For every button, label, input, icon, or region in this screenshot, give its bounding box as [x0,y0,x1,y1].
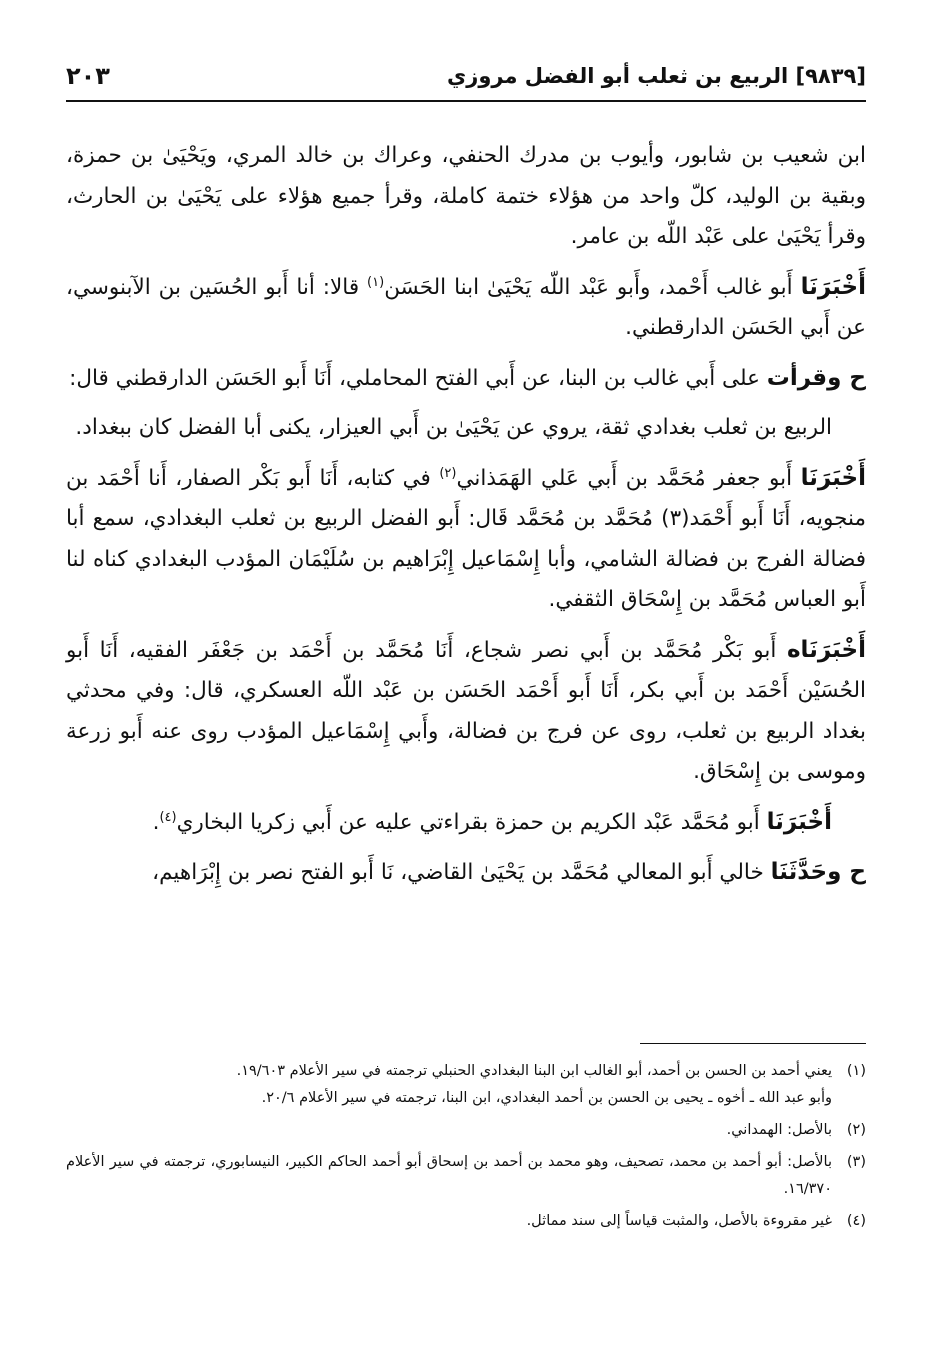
isnad-keyword: أَخْبَرَنَا [800,273,866,300]
paragraph-text: أَبو جعفر مُحَمَّد بن أَبي عَلي الهَمَذاني [456,465,793,491]
paragraph-3 [66,358,866,400]
isnad-keyword: أَخْبَرَنَا [766,808,832,835]
footnote-number: (١) [846,1063,866,1079]
footnote-number: (٤) [846,1213,866,1229]
footnote-4 [66,1208,866,1235]
paragraph-1 [66,136,866,258]
running-header [66,58,866,102]
isnad-keyword: ح وحَدَّثَنَا [770,859,866,885]
header-title: [٩٨٣٩] الربيع بن ثعلب أبو الفضل مروزي [447,64,866,88]
paragraph-text: أَبو غالب أَحْمد، وأَبو عَبْد اللّه يَحْيَىٰ ابنا الحَسَن [384,274,793,300]
paragraph-8 [66,852,866,894]
paragraph-text-cont: في كتابه، أَنَا أَبو بَكْر الصفار، أَنا أَحْمَد بن منجويه، أَنَا أَبو أَحْمَد(٣) مُحَمَّد بن مُحَمَّد قَال: أَبو الفضل الربيع بن ثعلب البغدادي، سمع أبا فضالة الفرج بن فضالة الشامي، وأبا إِسْمَاعيل إِبْرَاهيم بن سُلَيْمَان المؤدب البغدادي كناه لنا أَبو العباس مُحَمَّد بن إِسْحَاق الثقفي. [66,465,866,612]
paragraph-text: ابن شعيب بن شابور، وأيوب بن مدرك الحنفي، وعراك بن خالد المري، ويَحْيَىٰ بن حمزة، وبقية بن الوليد، كلّ واحد من هؤلاء ختمة كاملة، وقرأ جميع هؤلاء على يَحْيَىٰ بن الحارث، وقرأ يَحْيَىٰ على عَبْد اللّه بن عامر. [66,143,866,249]
paragraph-6 [66,630,866,793]
paragraph-text: الربيع بن ثعلب بغدادي ثقة، يروي عن يَحْيَىٰ بن أَبي العيزار، يكنى أبا الفضل كان ببغداد. [75,415,832,440]
footnote-line: غير مقروءة بالأصل، والمثبت قياساً إلى سند مماثل. [526,1213,832,1229]
paragraph-text-cont: . [152,809,160,835]
paragraph-7 [66,802,866,844]
paragraph-text: أَبو بَكْر مُحَمَّد بن أَبي نصر شجاع، أَنَا مُحَمَّد بن أَحْمَد بن جَعْفَر الفقيه، أَنَا أَبو الحُسَيْن أَحْمَد بن أَبي بكر، أَنَا أَبو أَحْمَد الحَسَن بن عَبْد اللّه العسكري، قال: وفي محدثي بغداد الربيع بن ثعلب، روى عن فرج بن فضالة، وأَبي إِسْمَاعيل المؤدب روى عنه أَبو زرعة وموسى بن إِسْحَاق. [66,637,866,784]
footnote-line: وأبو عبد الله ـ أخوه ـ يحيى بن الحسن بن أحمد البغدادي، ابن البنا، ترجمته في سير الأعلام ٢٠/٦. [261,1090,832,1106]
footnotes [66,1058,866,1240]
footnote-line: بالأصل: أبو أحمد بن محمد، تصحيف، وهو محمد بن أحمد بن إسحاق أبو أحمد الحاكم الكبير، النيسابوري، ترجمته في سير الأعلام ١٦/٣٧٠. [66,1154,832,1197]
paragraph-2 [66,267,866,349]
paragraph-text: خالي أَبو المعالي مُحَمَّد بن يَحْيَىٰ القاضي، نَا أَبو الفتح نصر بن إِبْرَاهيم، [152,860,764,885]
paragraph-5 [66,458,866,621]
footnote-number: (٢) [846,1122,866,1138]
isnad-keyword: أَخْبَرَنَا [800,464,866,491]
footnote-ref-1[interactable]: (١) [367,274,385,290]
footnote-3 [66,1149,866,1203]
footnote-2 [66,1117,866,1144]
paragraph-text: على أَبي غالب بن البنا، عن أَبي الفتح المحاملي، أَنَا أَبو الحَسَن الدارقطني قال: [69,365,760,391]
isnad-keyword: أَخْبَرَنَاه [786,636,866,663]
main-text [66,136,866,903]
footnote-1 [66,1058,866,1112]
paragraph-text-cont: قالا: أنا أَبو الحُسَين بن الآبنوسي، عن أَبي الحَسَن الدارقطني. [66,274,866,340]
footnote-ref-2[interactable]: (٢) [439,465,457,481]
footnote-divider [640,1043,866,1044]
paragraph-text: أَبو مُحَمَّد عَبْد الكريم بن حمزة بقراءتي عليه عن أَبي زكريا البخاري [176,809,760,835]
paragraph-4 [66,408,866,449]
page-number: ٢٠٣ [66,62,110,90]
footnote-line: بالأصل: الهمداني. [726,1122,832,1138]
footnote-line: يعني أحمد بن الحسن بن أحمد، أبو الغالب ابن البنا البغدادي الحنبلي ترجمته في سير الأعلام ١٩/٦٠٣. [236,1063,832,1079]
isnad-keyword: ح وقرأت [766,364,866,391]
footnote-ref-4[interactable]: (٤) [159,809,177,825]
footnote-number: (٣) [846,1154,866,1170]
